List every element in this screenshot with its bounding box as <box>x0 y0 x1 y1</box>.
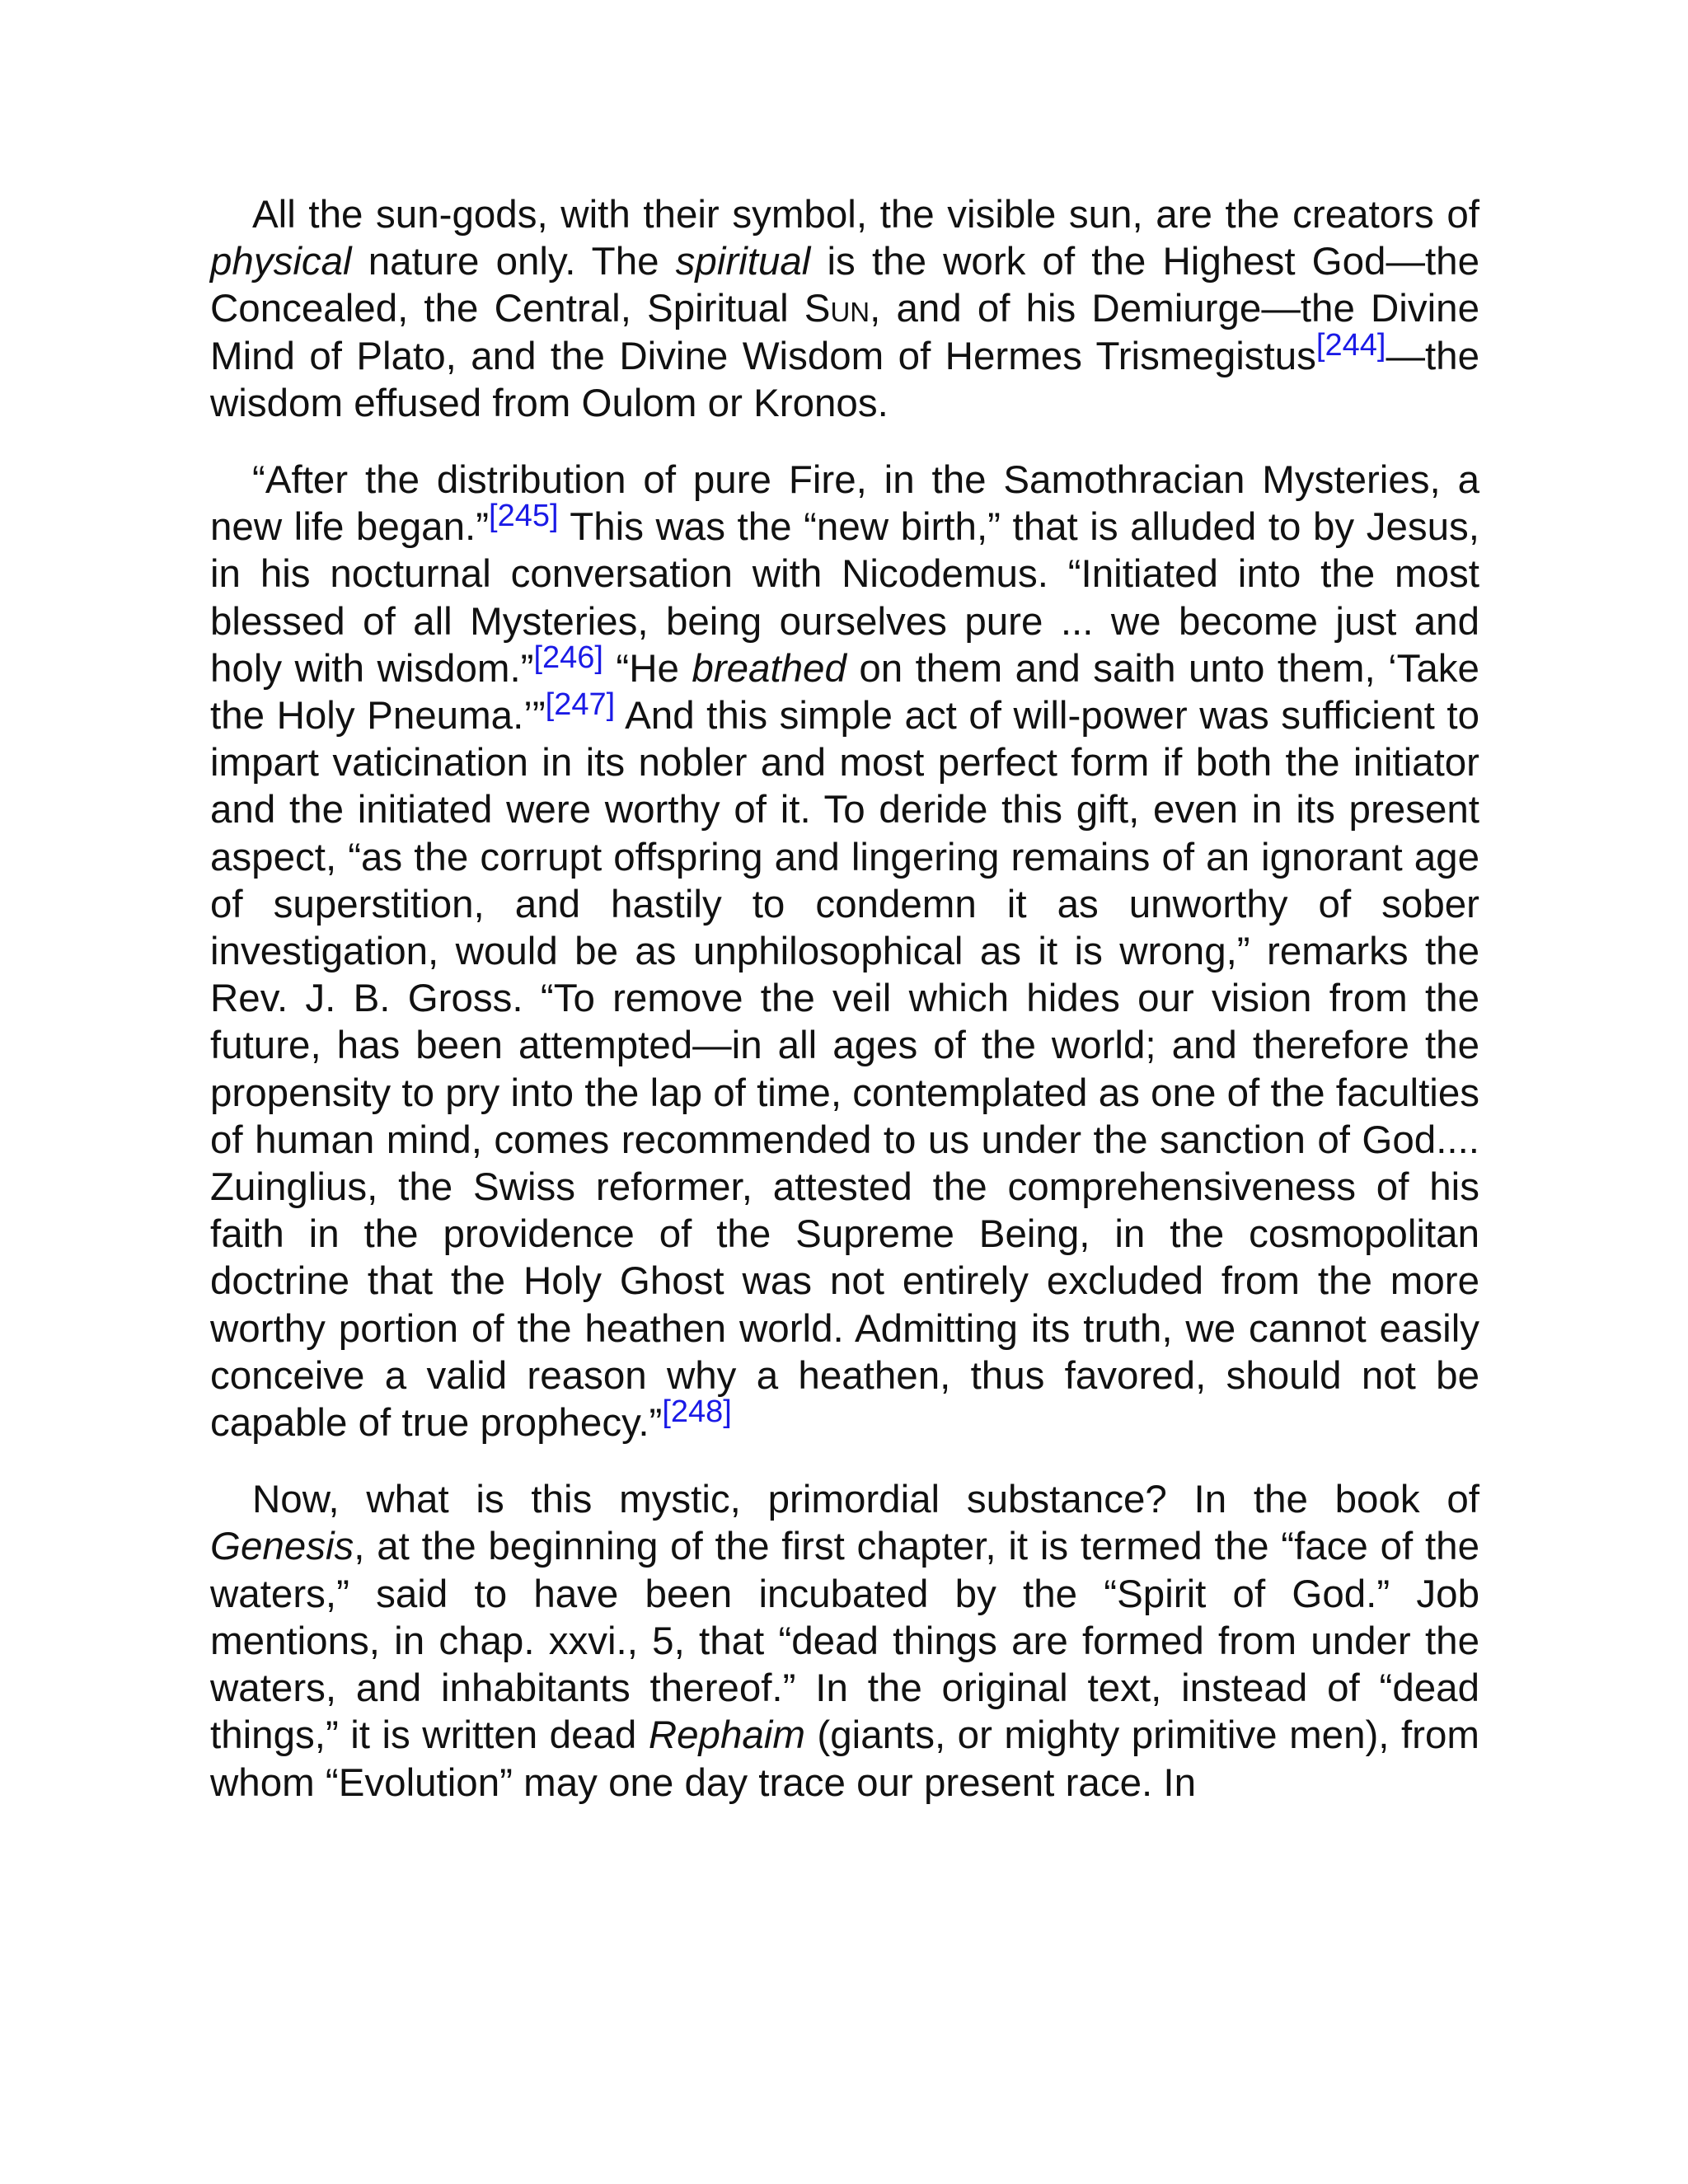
footnote-link[interactable]: [247] <box>545 687 616 723</box>
text-run: Now, what is this mystic, primordial substance? In the book of <box>252 1478 1479 1522</box>
text-run: (giants, or mighty primitive men), from whom “Evolution” may one day trace our present race. In <box>210 1713 1479 1805</box>
footnote-link[interactable]: [248] <box>662 1394 732 1430</box>
text-run: “After the distribution of pure Fire, in the Samothracian Mysteries, a new life began.” <box>210 458 1479 550</box>
text-run: , and of his Demiurge—the Divine Mind of Plato, and the Divine Wisdom of Hermes Trismegistus <box>210 287 1479 378</box>
italic-text: breathed <box>692 646 846 691</box>
footnote-link[interactable]: [246] <box>533 640 603 675</box>
italic-text: Rephaim <box>648 1713 805 1758</box>
text-run: is the work of the Highest God—the Concealed, the Central, Spiritual <box>210 240 1479 331</box>
small-caps-text: Sun <box>804 287 870 331</box>
text-run: All the sun-gods, with their symbol, the visible sun, are the creators of <box>252 193 1479 237</box>
text-run: —the wisdom effused from Oulom or Kronos. <box>210 334 1479 425</box>
italic-text: Genesis <box>210 1525 354 1569</box>
paragraph-1 <box>210 191 1479 427</box>
text-run: And this simple act of will-power was sufficient to impart vaticination in its nobler and most perfect form if both the initiator and the initiated were worthy of it. To deride this gift, even in its present aspect, “as the corrupt offspring and lingering remains of an ignorant age of superstition, and hastily to condemn it as unworthy of sober investigation, would be as unphilosophical as it is wrong,” remarks the Rev. J. B. Gross. “To remove the veil which hides our vision from the future, has been attempted—in all ages of the world; and therefore the propensity to pry into the lap of time, contemplated as one of the faculties of human mind, comes recommended to us under the sanction of God.... Zuinglius, the Swiss reformer, attested the comprehensiveness of his faith in the providence of the Supreme Being, in the cosmopolitan doctrine that the Holy Ghost was not entirely excluded from the more worthy portion of the heathen world. Admitting its truth, we cannot easily conceive a valid reason why a heathen, thus favored, should not be capable of true prophecy.” <box>210 694 1479 1446</box>
document-page <box>210 191 1479 1836</box>
text-run: This was the “new birth,” that is alluded to by Jesus, in his nocturnal conversation with Nicodemus. “Initiated into the most blessed of all Mysteries, being ourselves pure ... we become just and holy with wisdom.” <box>210 505 1479 691</box>
paragraph-3 <box>210 1476 1479 1806</box>
italic-text: physical <box>210 240 352 284</box>
text-run: nature only. The <box>351 240 676 284</box>
italic-text: spiritual <box>675 240 811 284</box>
text-run: on them and saith unto them, ‘Take the Holy Pneuma.’” <box>210 646 1479 738</box>
text-run: “He <box>603 646 692 691</box>
paragraph-2 <box>210 457 1479 1446</box>
text-run: , at the beginning of the first chapter, it is termed the “face of the waters,” said to have been incubated by the “Spirit of God.” Job mentions, in chap. xxvi., 5, that “dead things are formed from under the waters, and inhabitants thereof.” In the original text, instead of “dead things,” it is written dead <box>210 1525 1479 1758</box>
footnote-link[interactable]: [245] <box>489 499 559 534</box>
footnote-link[interactable]: [244] <box>1315 327 1386 363</box>
